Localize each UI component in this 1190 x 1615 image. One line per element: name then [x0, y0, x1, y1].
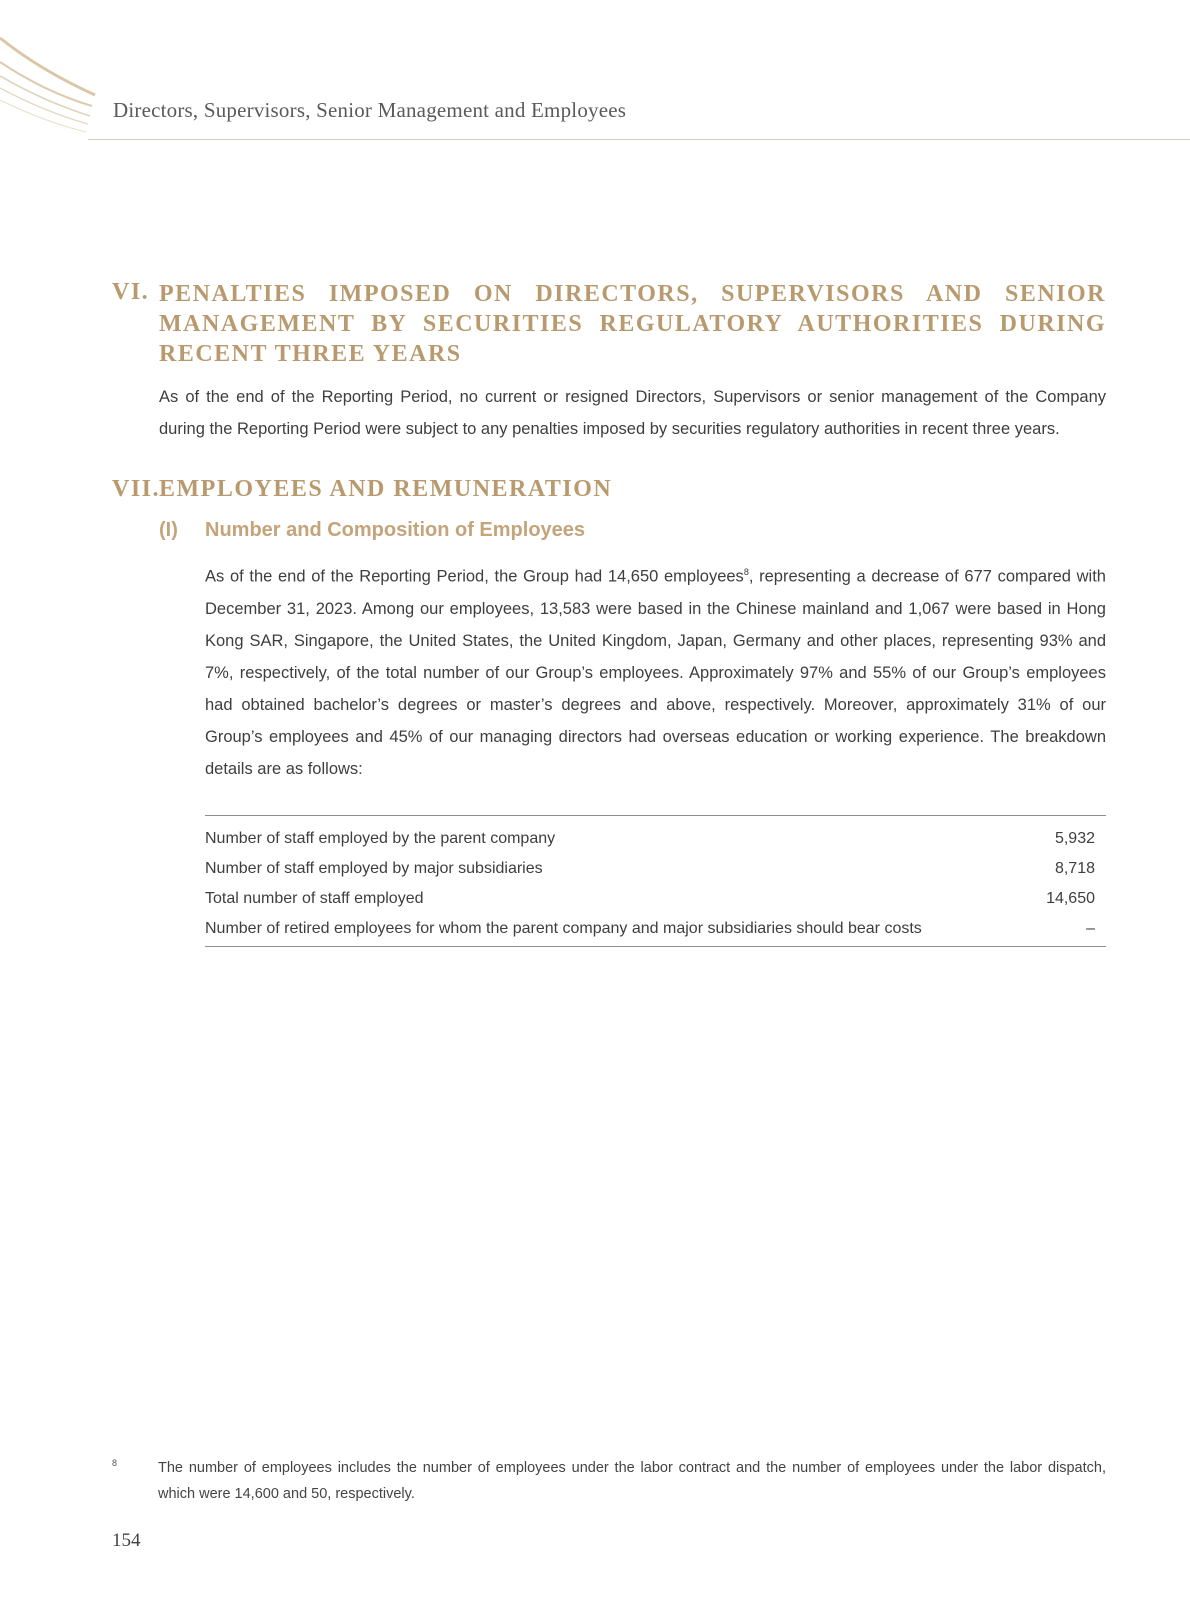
section-vi-heading-line-3: RECENT THREE YEARS	[159, 341, 462, 367]
table-bottom-rule	[205, 946, 1106, 947]
running-header-title: Directors, Supervisors, Senior Management and Employees	[113, 98, 627, 122]
row-label: Total number of staff employed	[205, 889, 424, 907]
row-label: Number of retired employees for whom the parent company and major subsidiaries should bear costs	[205, 919, 922, 937]
row-value: 14,650	[1046, 889, 1095, 907]
staff-breakdown-table	[205, 824, 1106, 944]
section-vi-number: VI.	[112, 279, 150, 305]
row-value: 8,718	[1054, 859, 1095, 877]
section-vi-heading-line-1: PENALTIES IMPOSED ON DIRECTORS, SUPERVISORS AND SENIOR	[159, 281, 1106, 307]
table-row	[205, 824, 1106, 854]
section-vi-heading	[112, 279, 1106, 369]
section-vi	[112, 279, 1106, 445]
subsection-i-content	[205, 556, 1106, 947]
subsection-i-heading	[159, 519, 1106, 542]
page-number: 154	[112, 1530, 141, 1551]
section-vii	[112, 476, 1106, 947]
section-vii-title: EMPLOYEES AND REMUNERATION	[159, 476, 613, 502]
table-row	[205, 854, 1106, 884]
header-arc-decoration	[0, 0, 110, 150]
table-top-rule	[205, 815, 1106, 816]
section-vii-number: VII.	[112, 476, 161, 502]
footnote-mark: 8	[112, 1458, 118, 1468]
subsection-i-title: Number and Composition of Employees	[205, 519, 586, 541]
row-value: –	[1086, 919, 1095, 937]
header-divider	[88, 139, 1190, 140]
section-vi-heading-line-2: MANAGEMENT BY SECURITIES REGULATORY AUTHORITIES DURING	[159, 311, 1106, 337]
subsection-i-number: (I)	[159, 519, 178, 541]
employees-paragraph: As of the end of the Reporting Period, the Group had 14,650 employees$^8$, representing a decrease of 677 compared with December 31, 2023. Among our employees, 13,583 were based in the Chinese mainland and 1,067 were based in Hong Kong SAR, Singapore, the United States, the United Kingdom, Japan, Germany and other places, representing 93% and 7%, respectively, of the total number of our Group’s employees. Approximately 97% and 55% of our Group’s employees had obtained bachelor’s degrees or master’s degrees and above, respectively. Moreover, approximately 31% of our Group’s employees and 45% of our managing directors had overseas education or working experience. The breakdown details are as follows:	[205, 567, 1106, 778]
footnote-ref: 8	[743, 567, 749, 577]
table-row	[205, 914, 1106, 944]
section-vii-heading	[112, 476, 1106, 503]
subsection-i	[159, 519, 1106, 947]
row-value: 5,932	[1054, 829, 1095, 847]
row-label: Number of staff employed by the parent company	[205, 829, 556, 847]
row-label: Number of staff employed by major subsidiaries	[205, 859, 543, 877]
footnote-text: The number of employees includes the number of employees under the labor contract and the number of employees under the labor dispatch, which were 14,600 and 50, respectively.	[158, 1460, 1106, 1502]
section-vi-body: As of the end of the Reporting Period, no current or resigned Directors, Supervisors or senior management of the Company during the Reporting Period were subject to any penalties imposed by securities regulatory authorities in recent three years.	[159, 388, 1106, 438]
table-row	[205, 884, 1106, 914]
